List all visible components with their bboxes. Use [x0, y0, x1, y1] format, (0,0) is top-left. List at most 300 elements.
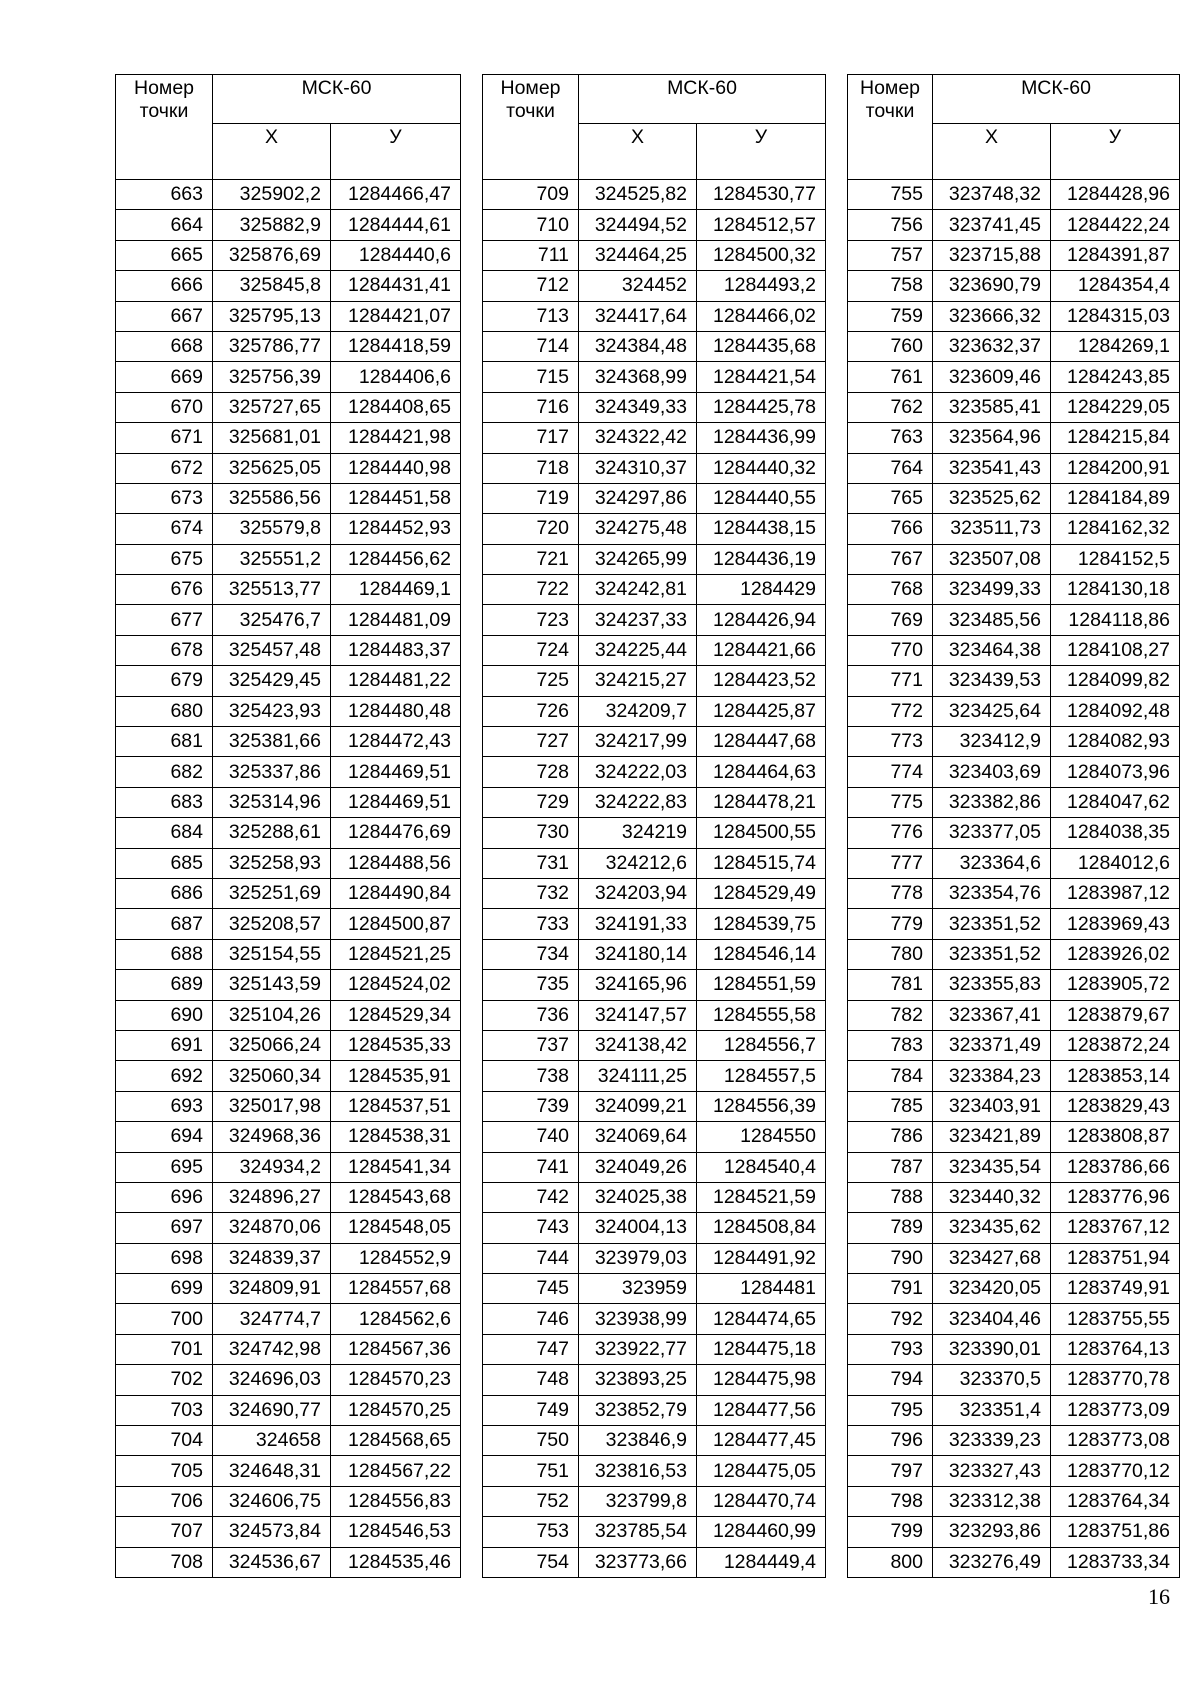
- y-coordinate-cell: 1284508,84: [697, 1213, 826, 1243]
- point-number-cell: 770: [848, 635, 933, 665]
- y-coordinate-cell: 1284200,91: [1051, 453, 1180, 483]
- point-number-cell: 778: [848, 878, 933, 908]
- table-row: [483, 423, 826, 453]
- y-coordinate-cell: 1284229,05: [1051, 392, 1180, 422]
- y-coordinate-cell: 1284436,99: [697, 423, 826, 453]
- y-column-header: У: [331, 124, 461, 180]
- point-number-cell: 711: [483, 240, 579, 270]
- x-coordinate-cell: 324839,37: [213, 1243, 331, 1273]
- point-number-cell: 684: [116, 818, 213, 848]
- table-row: [848, 1395, 1180, 1425]
- table-row: [483, 1395, 826, 1425]
- point-number-cell: 768: [848, 575, 933, 605]
- y-coordinate-cell: 1283770,12: [1051, 1456, 1180, 1486]
- point-number-cell: 666: [116, 271, 213, 301]
- point-number-cell: 783: [848, 1030, 933, 1060]
- y-coordinate-cell: 1284556,39: [697, 1091, 826, 1121]
- point-number-cell: 726: [483, 696, 579, 726]
- x-coordinate-cell: 323312,38: [933, 1486, 1051, 1516]
- x-coordinate-cell: 325251,69: [213, 878, 331, 908]
- x-coordinate-cell: 324265,99: [579, 544, 697, 574]
- y-coordinate-cell: 1284456,62: [331, 544, 461, 574]
- y-coordinate-cell: 1284540,4: [697, 1152, 826, 1182]
- x-coordinate-cell: 323425,64: [933, 696, 1051, 726]
- table-row: [848, 210, 1180, 240]
- x-coordinate-cell: 324111,25: [579, 1061, 697, 1091]
- x-coordinate-cell: 325786,77: [213, 331, 331, 361]
- point-number-cell: 784: [848, 1061, 933, 1091]
- y-coordinate-cell: 1284118,86: [1051, 605, 1180, 635]
- point-number-cell: 794: [848, 1365, 933, 1395]
- x-coordinate-cell: 324275,48: [579, 514, 697, 544]
- x-coordinate-cell: 325337,86: [213, 757, 331, 787]
- x-coordinate-cell: 324165,96: [579, 970, 697, 1000]
- table-body: [483, 180, 826, 1578]
- x-coordinate-cell: 324191,33: [579, 909, 697, 939]
- point-number-cell: 685: [116, 848, 213, 878]
- y-coordinate-cell: 1284550: [697, 1122, 826, 1152]
- x-coordinate-cell: 324147,57: [579, 1000, 697, 1030]
- x-coordinate-cell: 323355,83: [933, 970, 1051, 1000]
- x-coordinate-cell: 324896,27: [213, 1182, 331, 1212]
- x-coordinate-cell: 325845,8: [213, 271, 331, 301]
- table-row: [848, 362, 1180, 392]
- x-coordinate-cell: 324138,42: [579, 1030, 697, 1060]
- table-row: [848, 271, 1180, 301]
- y-coordinate-cell: 1284436,19: [697, 544, 826, 574]
- table-row: [483, 514, 826, 544]
- y-coordinate-cell: 1284488,56: [331, 848, 461, 878]
- point-number-cell: 689: [116, 970, 213, 1000]
- y-coordinate-cell: 1284541,34: [331, 1152, 461, 1182]
- y-coordinate-cell: 1284557,5: [697, 1061, 826, 1091]
- x-coordinate-cell: 324310,37: [579, 453, 697, 483]
- y-coordinate-cell: 1284428,96: [1051, 180, 1180, 210]
- y-coordinate-cell: 1284521,59: [697, 1182, 826, 1212]
- x-coordinate-cell: 323816,53: [579, 1456, 697, 1486]
- y-coordinate-cell: 1284500,32: [697, 240, 826, 270]
- point-number-cell: 754: [483, 1547, 579, 1577]
- x-coordinate-cell: 323351,52: [933, 939, 1051, 969]
- x-coordinate-cell: 323799,8: [579, 1486, 697, 1516]
- y-coordinate-cell: 1284421,98: [331, 423, 461, 453]
- point-number-cell: 712: [483, 271, 579, 301]
- x-coordinate-cell: 324219: [579, 818, 697, 848]
- table-row: [848, 1030, 1180, 1060]
- table-body: [848, 180, 1180, 1578]
- x-coordinate-cell: 324322,42: [579, 423, 697, 453]
- y-coordinate-cell: 1284082,93: [1051, 727, 1180, 757]
- x-coordinate-cell: 323364,6: [933, 848, 1051, 878]
- table-row: [848, 453, 1180, 483]
- y-coordinate-cell: 1284552,9: [331, 1243, 461, 1273]
- point-number-cell: 753: [483, 1517, 579, 1547]
- table-body: [116, 180, 461, 1578]
- y-coordinate-cell: 1284152,5: [1051, 544, 1180, 574]
- point-number-cell: 775: [848, 787, 933, 817]
- y-coordinate-cell: 1284530,77: [697, 180, 826, 210]
- table-row: [848, 1182, 1180, 1212]
- y-coordinate-cell: 1284469,1: [331, 575, 461, 605]
- table-row: [483, 818, 826, 848]
- point-number-cell: 740: [483, 1122, 579, 1152]
- table-row: [483, 1091, 826, 1121]
- x-coordinate-cell: 323609,46: [933, 362, 1051, 392]
- x-coordinate-cell: 324212,6: [579, 848, 697, 878]
- point-number-cell: 717: [483, 423, 579, 453]
- table-row: [116, 1517, 461, 1547]
- point-number-cell: 763: [848, 423, 933, 453]
- x-coordinate-cell: 324417,64: [579, 301, 697, 331]
- table-row: [848, 1000, 1180, 1030]
- y-coordinate-cell: 1283751,94: [1051, 1243, 1180, 1273]
- point-number-cell: 677: [116, 605, 213, 635]
- table-row: [483, 1274, 826, 1304]
- point-number-cell: 761: [848, 362, 933, 392]
- x-coordinate-cell: 324368,99: [579, 362, 697, 392]
- x-coordinate-cell: 324215,27: [579, 666, 697, 696]
- table-row: [483, 1517, 826, 1547]
- y-coordinate-cell: 1284512,57: [697, 210, 826, 240]
- point-number-cell: 755: [848, 180, 933, 210]
- table-row: [483, 392, 826, 422]
- x-coordinate-cell: 324742,98: [213, 1334, 331, 1364]
- y-coordinate-cell: 1284562,6: [331, 1304, 461, 1334]
- table-row: [116, 1000, 461, 1030]
- y-coordinate-cell: 1283751,86: [1051, 1517, 1180, 1547]
- x-coordinate-cell: 325902,2: [213, 180, 331, 210]
- y-coordinate-cell: 1284466,47: [331, 180, 461, 210]
- point-number-cell: 735: [483, 970, 579, 1000]
- point-number-cell: 779: [848, 909, 933, 939]
- y-coordinate-cell: 1284556,7: [697, 1030, 826, 1060]
- x-coordinate-cell: 323690,79: [933, 271, 1051, 301]
- x-coordinate-cell: 325681,01: [213, 423, 331, 453]
- table-row: [483, 1030, 826, 1060]
- y-coordinate-cell: 1284529,34: [331, 1000, 461, 1030]
- point-number-cell: 789: [848, 1213, 933, 1243]
- table-row: [848, 1486, 1180, 1516]
- table-row: [848, 423, 1180, 453]
- table-row: [483, 1061, 826, 1091]
- x-column-header: X: [213, 124, 331, 180]
- y-coordinate-cell: 1284464,63: [697, 757, 826, 787]
- x-coordinate-cell: 323507,08: [933, 544, 1051, 574]
- point-number-cell: 705: [116, 1456, 213, 1486]
- table-row: [848, 605, 1180, 635]
- table-row: [483, 240, 826, 270]
- y-coordinate-cell: 1284423,52: [697, 666, 826, 696]
- point-number-cell: 681: [116, 727, 213, 757]
- table-row: [848, 1061, 1180, 1091]
- point-number-cell: 746: [483, 1304, 579, 1334]
- y-coordinate-cell: 1284425,78: [697, 392, 826, 422]
- y-coordinate-cell: 1284162,32: [1051, 514, 1180, 544]
- x-coordinate-cell: 325513,77: [213, 575, 331, 605]
- x-coordinate-cell: 323741,45: [933, 210, 1051, 240]
- table-row: [116, 666, 461, 696]
- table-row: [483, 605, 826, 635]
- point-number-cell: 742: [483, 1182, 579, 1212]
- y-coordinate-cell: 1283764,13: [1051, 1334, 1180, 1364]
- x-coordinate-cell: 323852,79: [579, 1395, 697, 1425]
- table-row: [848, 1365, 1180, 1395]
- x-coordinate-cell: 324242,81: [579, 575, 697, 605]
- y-coordinate-cell: 1284529,49: [697, 878, 826, 908]
- table-row: [848, 1426, 1180, 1456]
- x-coordinate-cell: 324774,7: [213, 1304, 331, 1334]
- y-coordinate-cell: 1284038,35: [1051, 818, 1180, 848]
- x-coordinate-cell: 324525,82: [579, 180, 697, 210]
- point-number-header-line1: Номер: [500, 77, 561, 99]
- x-coordinate-cell: 323293,86: [933, 1517, 1051, 1547]
- x-coordinate-cell: 325288,61: [213, 818, 331, 848]
- table-row: [848, 939, 1180, 969]
- table-row: [483, 1334, 826, 1364]
- y-coordinate-cell: 1284444,61: [331, 210, 461, 240]
- y-coordinate-cell: 1284440,32: [697, 453, 826, 483]
- x-coordinate-cell: 323666,32: [933, 301, 1051, 331]
- table-row: [483, 453, 826, 483]
- point-number-cell: 737: [483, 1030, 579, 1060]
- x-coordinate-cell: 324452: [579, 271, 697, 301]
- x-coordinate-cell: 323370,5: [933, 1365, 1051, 1395]
- page-number: 16: [1148, 1584, 1170, 1609]
- table-row: [116, 1334, 461, 1364]
- y-coordinate-cell: 1284543,68: [331, 1182, 461, 1212]
- y-coordinate-cell: 1284483,37: [331, 635, 461, 665]
- point-number-cell: 665: [116, 240, 213, 270]
- x-coordinate-cell: 325143,59: [213, 970, 331, 1000]
- x-coordinate-cell: 325314,96: [213, 787, 331, 817]
- x-coordinate-cell: 324934,2: [213, 1152, 331, 1182]
- y-coordinate-cell: 1284551,59: [697, 970, 826, 1000]
- x-coordinate-cell: 324464,25: [579, 240, 697, 270]
- y-coordinate-cell: 1284475,05: [697, 1456, 826, 1486]
- point-number-cell: 771: [848, 666, 933, 696]
- y-coordinate-cell: 1283808,87: [1051, 1122, 1180, 1152]
- table-row: [848, 331, 1180, 361]
- table-row: [483, 727, 826, 757]
- point-number-cell: 732: [483, 878, 579, 908]
- table-row: [483, 1456, 826, 1486]
- point-number-cell: 672: [116, 453, 213, 483]
- y-column-header: У: [1051, 124, 1180, 180]
- table-row: [116, 1061, 461, 1091]
- table-row: [848, 301, 1180, 331]
- table-row: [116, 1395, 461, 1425]
- y-coordinate-cell: 1284315,03: [1051, 301, 1180, 331]
- point-number-header-line2: точки: [865, 100, 915, 122]
- point-number-cell: 682: [116, 757, 213, 787]
- point-number-cell: 767: [848, 544, 933, 574]
- y-coordinate-cell: 1283755,55: [1051, 1304, 1180, 1334]
- x-coordinate-cell: 323773,66: [579, 1547, 697, 1577]
- x-coordinate-cell: 323938,99: [579, 1304, 697, 1334]
- table-row: [116, 1304, 461, 1334]
- table-row: [116, 605, 461, 635]
- y-coordinate-cell: 1284408,65: [331, 392, 461, 422]
- point-number-cell: 716: [483, 392, 579, 422]
- point-number-cell: 760: [848, 331, 933, 361]
- table-row: [848, 757, 1180, 787]
- y-coordinate-cell: 1283853,14: [1051, 1061, 1180, 1091]
- y-coordinate-cell: 1284421,07: [331, 301, 461, 331]
- point-number-header-line1: Номер: [133, 77, 195, 99]
- table-row: [116, 301, 461, 331]
- point-number-cell: 669: [116, 362, 213, 392]
- x-coordinate-cell: 324648,31: [213, 1456, 331, 1486]
- y-coordinate-cell: 1283987,12: [1051, 878, 1180, 908]
- y-coordinate-cell: 1284567,22: [331, 1456, 461, 1486]
- point-number-cell: 715: [483, 362, 579, 392]
- x-coordinate-cell: 323421,89: [933, 1122, 1051, 1152]
- x-coordinate-cell: 323403,91: [933, 1091, 1051, 1121]
- table-row: [483, 1426, 826, 1456]
- table-row: [116, 331, 461, 361]
- point-number-cell: 663: [116, 180, 213, 210]
- point-number-cell: 781: [848, 970, 933, 1000]
- point-number-cell: 788: [848, 1182, 933, 1212]
- point-number-cell: 749: [483, 1395, 579, 1425]
- point-number-cell: 731: [483, 848, 579, 878]
- y-coordinate-cell: 1283829,43: [1051, 1091, 1180, 1121]
- y-coordinate-cell: 1283749,91: [1051, 1274, 1180, 1304]
- x-coordinate-cell: 323959: [579, 1274, 697, 1304]
- x-coordinate-cell: 324573,84: [213, 1517, 331, 1547]
- y-coordinate-cell: 1284440,55: [697, 483, 826, 513]
- y-coordinate-cell: 1284535,46: [331, 1547, 461, 1577]
- point-number-cell: 795: [848, 1395, 933, 1425]
- x-coordinate-cell: 324203,94: [579, 878, 697, 908]
- x-coordinate-cell: 323403,69: [933, 757, 1051, 787]
- table-row: [848, 1213, 1180, 1243]
- y-coordinate-cell: 1284466,02: [697, 301, 826, 331]
- y-coordinate-cell: 1284500,55: [697, 818, 826, 848]
- point-number-header-line2: точки: [506, 100, 555, 122]
- x-coordinate-cell: 323377,05: [933, 818, 1051, 848]
- y-coordinate-cell: 1283776,96: [1051, 1182, 1180, 1212]
- y-coordinate-cell: 1284539,75: [697, 909, 826, 939]
- y-coordinate-cell: 1283773,09: [1051, 1395, 1180, 1425]
- point-number-cell: 751: [483, 1456, 579, 1486]
- point-number-cell: 748: [483, 1365, 579, 1395]
- x-coordinate-cell: 323499,33: [933, 575, 1051, 605]
- point-number-cell: 736: [483, 1000, 579, 1030]
- table-row: [848, 818, 1180, 848]
- y-coordinate-cell: 1284537,51: [331, 1091, 461, 1121]
- table-row: [483, 331, 826, 361]
- point-number-cell: 774: [848, 757, 933, 787]
- point-number-cell: 782: [848, 1000, 933, 1030]
- table-row: [116, 362, 461, 392]
- y-coordinate-cell: 1284047,62: [1051, 787, 1180, 817]
- y-coordinate-cell: 1284469,51: [331, 757, 461, 787]
- x-coordinate-cell: 324536,67: [213, 1547, 331, 1577]
- point-number-cell: 714: [483, 331, 579, 361]
- x-coordinate-cell: 323371,49: [933, 1030, 1051, 1060]
- point-number-cell: 690: [116, 1000, 213, 1030]
- x-coordinate-cell: 323585,41: [933, 392, 1051, 422]
- table-row: [848, 1547, 1180, 1577]
- x-column-header: X: [933, 124, 1051, 180]
- y-coordinate-cell: 1284524,02: [331, 970, 461, 1000]
- table-row: [116, 1030, 461, 1060]
- point-number-cell: 686: [116, 878, 213, 908]
- x-coordinate-cell: 325882,9: [213, 210, 331, 240]
- table-row: [483, 301, 826, 331]
- x-coordinate-cell: 325756,39: [213, 362, 331, 392]
- table-row: [483, 878, 826, 908]
- x-coordinate-cell: 323420,05: [933, 1274, 1051, 1304]
- table-row: [848, 544, 1180, 574]
- point-number-cell: 769: [848, 605, 933, 635]
- table-row: [116, 392, 461, 422]
- x-coordinate-cell: 324222,83: [579, 787, 697, 817]
- point-number-cell: 730: [483, 818, 579, 848]
- point-number-cell: 786: [848, 1122, 933, 1152]
- x-coordinate-cell: 325154,55: [213, 939, 331, 969]
- table-row: [116, 1122, 461, 1152]
- table-row: [116, 483, 461, 513]
- table-row: [116, 240, 461, 270]
- y-coordinate-cell: 1283969,43: [1051, 909, 1180, 939]
- point-number-cell: 791: [848, 1274, 933, 1304]
- point-number-cell: 745: [483, 1274, 579, 1304]
- x-coordinate-cell: 323327,43: [933, 1456, 1051, 1486]
- point-number-cell: 758: [848, 271, 933, 301]
- table-row: [483, 939, 826, 969]
- point-number-cell: 683: [116, 787, 213, 817]
- y-coordinate-cell: 1284269,1: [1051, 331, 1180, 361]
- y-coordinate-cell: 1284440,98: [331, 453, 461, 483]
- table-row: [848, 1091, 1180, 1121]
- table-row: [116, 180, 461, 210]
- point-number-cell: 709: [483, 180, 579, 210]
- point-number-cell: 720: [483, 514, 579, 544]
- y-coordinate-cell: 1284426,94: [697, 605, 826, 635]
- point-number-cell: 675: [116, 544, 213, 574]
- point-number-cell: 676: [116, 575, 213, 605]
- y-coordinate-cell: 1284567,36: [331, 1334, 461, 1364]
- x-coordinate-cell: 324222,03: [579, 757, 697, 787]
- x-coordinate-cell: 325551,2: [213, 544, 331, 574]
- y-coordinate-cell: 1284435,68: [697, 331, 826, 361]
- table-row: [848, 666, 1180, 696]
- point-number-cell: 766: [848, 514, 933, 544]
- table-row: [848, 878, 1180, 908]
- y-coordinate-cell: 1284425,87: [697, 696, 826, 726]
- point-number-header: [116, 75, 213, 180]
- x-coordinate-cell: 323439,53: [933, 666, 1051, 696]
- point-number-cell: 680: [116, 696, 213, 726]
- x-coordinate-cell: 323276,49: [933, 1547, 1051, 1577]
- table-row: [116, 757, 461, 787]
- x-coordinate-cell: 324297,86: [579, 483, 697, 513]
- point-number-cell: 773: [848, 727, 933, 757]
- x-coordinate-cell: 323464,38: [933, 635, 1051, 665]
- point-number-cell: 780: [848, 939, 933, 969]
- table-row: [848, 180, 1180, 210]
- table-row: [483, 1122, 826, 1152]
- x-coordinate-cell: 323785,54: [579, 1517, 697, 1547]
- y-coordinate-cell: 1283786,66: [1051, 1152, 1180, 1182]
- y-coordinate-cell: 1284184,89: [1051, 483, 1180, 513]
- point-number-cell: 777: [848, 848, 933, 878]
- x-coordinate-cell: 325457,48: [213, 635, 331, 665]
- y-column-header: У: [697, 124, 826, 180]
- point-number-cell: 701: [116, 1334, 213, 1364]
